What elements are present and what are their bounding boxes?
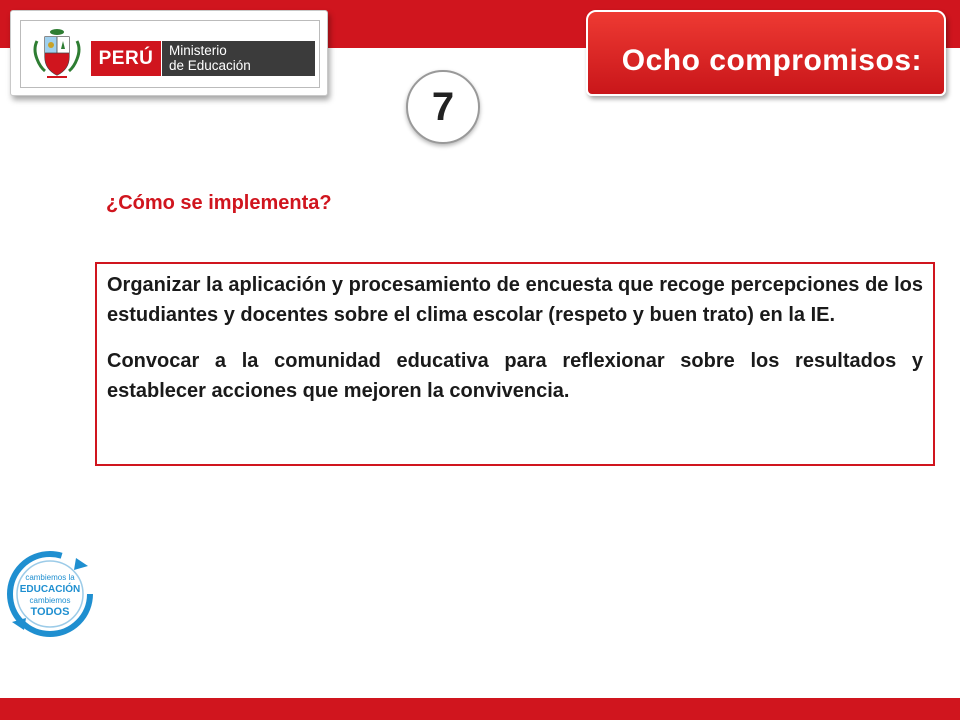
- ministry-label: [162, 41, 315, 76]
- ministry-logo-card: [10, 10, 328, 96]
- slide-title: Ocho compromisos:: [621, 44, 922, 77]
- badge-line-4: TODOS: [30, 606, 70, 618]
- peru-label: PERÚ: [91, 41, 161, 76]
- ministry-line-1: Ministerio: [169, 43, 227, 58]
- commitment-number: 7: [406, 70, 480, 144]
- section-question: ¿Cómo se implementa?: [106, 192, 332, 214]
- coat-of-arms-icon: [31, 27, 83, 81]
- badge-line-3: cambiemos: [29, 596, 71, 605]
- bottom-red-band: [0, 698, 960, 720]
- badge-line-1: cambiemos la: [25, 573, 75, 582]
- campaign-badge: [4, 548, 96, 640]
- content-box: [95, 262, 935, 466]
- title-tab: [586, 10, 946, 96]
- paragraph-1: Organizar la aplicación y procesamiento de encuesta que recoge percepciones de los estudiantes y docentes sobre el clima escolar (respeto y buen trato) en la IE.: [107, 274, 923, 326]
- ministry-line-2: de Educación: [169, 58, 251, 73]
- badge-line-2: EDUCACIÓN: [19, 584, 81, 595]
- paragraph-2: Convocar a la comunidad educativa para reflexionar sobre los resultados y establecer acciones que mejoren la convivencia.: [107, 350, 923, 402]
- ministry-logo: [20, 20, 320, 88]
